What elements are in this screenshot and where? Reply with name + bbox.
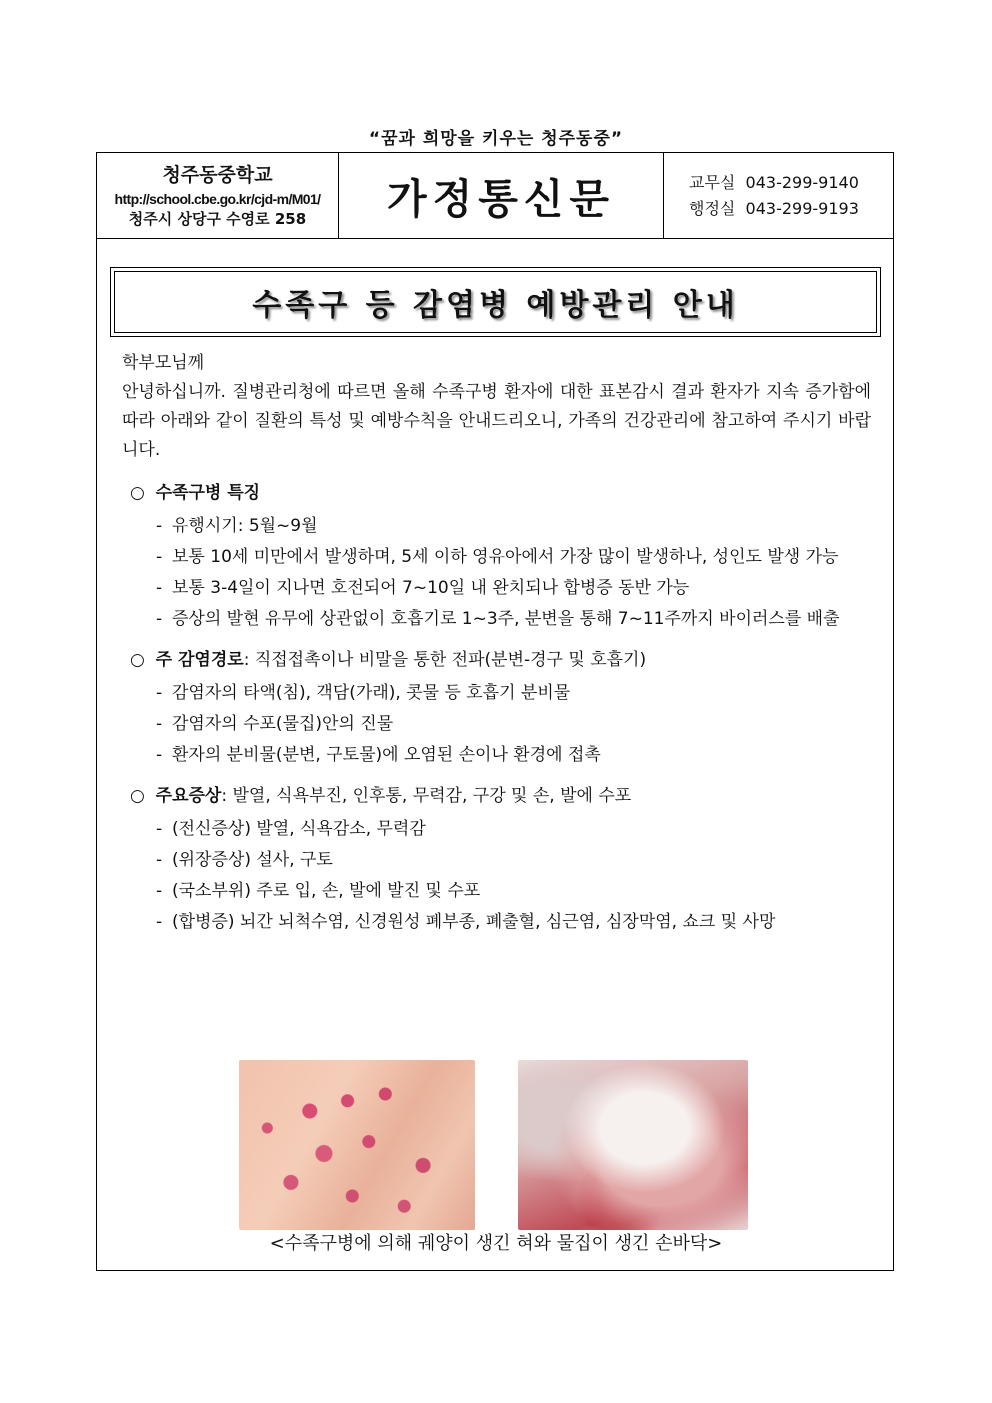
- dash-icon: -: [156, 516, 163, 536]
- list-item: - 보통 10세 미만에서 발생하며, 5세 이하 영유아에서 가장 많이 발생하나, 성인도 발생 가능: [122, 545, 871, 570]
- dash-icon: -: [156, 881, 163, 901]
- school-name: 청주동중학교: [162, 163, 273, 186]
- list-item: - (전신증상) 발열, 식욕감소, 무력감: [122, 817, 871, 842]
- section-heading: [122, 782, 871, 811]
- title-inner-frame: [114, 271, 877, 333]
- hand-blisters-photo: [239, 1060, 475, 1230]
- contact-phone: 043-299-9193: [745, 198, 859, 218]
- section-heading-label: 수족구병 특징: [155, 483, 261, 503]
- contact-line: [689, 196, 893, 222]
- greeting: 학부모님께: [122, 353, 205, 373]
- dash-icon: -: [156, 819, 163, 839]
- newsletter-title-cell: [339, 153, 664, 238]
- circle-marker-icon: ○: [130, 786, 145, 806]
- list-item: - (위장증상) 설사, 구토: [122, 848, 871, 873]
- dash-icon: -: [156, 578, 163, 598]
- list-item: - 환자의 분비물(분변, 구토물)에 오염된 손이나 환경에 접촉: [122, 743, 871, 768]
- dash-icon: -: [156, 609, 163, 629]
- dash-icon: -: [156, 850, 163, 870]
- section-symptoms: [122, 782, 871, 935]
- dash-icon: -: [156, 683, 163, 703]
- list-item: - 유행시기: 5월~9월: [122, 514, 871, 539]
- list-item: - (합병증) 뇌간 뇌척수염, 신경원성 폐부종, 폐출혈, 심근염, 심장막염, 쇼크 및 사망: [122, 910, 871, 935]
- section-characteristics: [122, 479, 871, 632]
- tongue-ulcer-photo: [518, 1060, 748, 1230]
- slogan: “꿈과 희망을 키우는 청주동중”: [368, 129, 624, 149]
- list-item: - 보통 3-4일이 지나면 호전되어 7~10일 내 완치되나 합병증 동반 가능: [122, 576, 871, 601]
- section-heading: [122, 479, 871, 508]
- section-heading: [122, 646, 871, 675]
- newsletter-header: [96, 152, 894, 238]
- section-heading-label: 주요증상: [155, 786, 222, 806]
- dash-icon: -: [156, 912, 163, 932]
- section-heading-rest: : 발열, 식욕부진, 인후통, 무력감, 구강 및 손, 발에 수포: [221, 786, 632, 806]
- newsletter-title: 가정통신문: [386, 175, 616, 223]
- document-title: 수족구 등 감염병 예방관리 안내: [252, 288, 739, 323]
- school-url-link[interactable]: http://school.cbe.go.kr/cjd-m/M01/: [114, 190, 321, 207]
- contact-phone: 043-299-9140: [745, 172, 859, 192]
- contact-label: 행정실: [689, 198, 736, 218]
- dash-icon: -: [156, 745, 163, 765]
- list-item: - (국소부위) 주로 입, 손, 발에 발진 및 수포: [122, 879, 871, 904]
- content: [122, 349, 871, 935]
- photo-row: [239, 1060, 751, 1230]
- list-item: - 감염자의 타액(침), 객담(가래), 콧물 등 호흡기 분비물: [122, 681, 871, 706]
- photo-caption: <수족구병에 의해 궤양이 생긴 혀와 물집이 생긴 손바닥>: [269, 1233, 723, 1254]
- list-item: - 감염자의 수포(물집)안의 진물: [122, 712, 871, 737]
- dash-icon: -: [156, 714, 163, 734]
- contact-info: [664, 153, 893, 238]
- circle-marker-icon: ○: [130, 650, 145, 670]
- circle-marker-icon: ○: [130, 483, 145, 503]
- list-item: - 증상의 발현 유무에 상관없이 호흡기로 1~3주, 분변을 통해 7~11주까지 바이러스를 배출: [122, 607, 871, 632]
- dash-icon: -: [156, 547, 163, 567]
- section-heading-rest: : 직접접촉이나 비말을 통한 전파(분변-경구 및 호흡기): [243, 650, 647, 670]
- intro-paragraph: 안녕하십니까. 질병관리청에 따르면 올해 수족구병 환자에 대한 표본감시 결과 환자가 지속 증가함에 따라 아래와 같이 질환의 특성 및 예방수칙을 안내드리오니, 가족의 건강관리에 참고하여 주시기 바랍니다.: [122, 382, 871, 460]
- school-info: [97, 153, 339, 238]
- school-address: 청주시 상당구 수영로 258: [128, 209, 307, 228]
- document-body: [96, 238, 894, 1271]
- section-transmission: [122, 646, 871, 768]
- contact-line: [689, 170, 893, 196]
- contact-label: 교무실: [689, 172, 736, 192]
- title-box: [110, 267, 881, 337]
- section-heading-label: 주 감염경로: [155, 650, 244, 670]
